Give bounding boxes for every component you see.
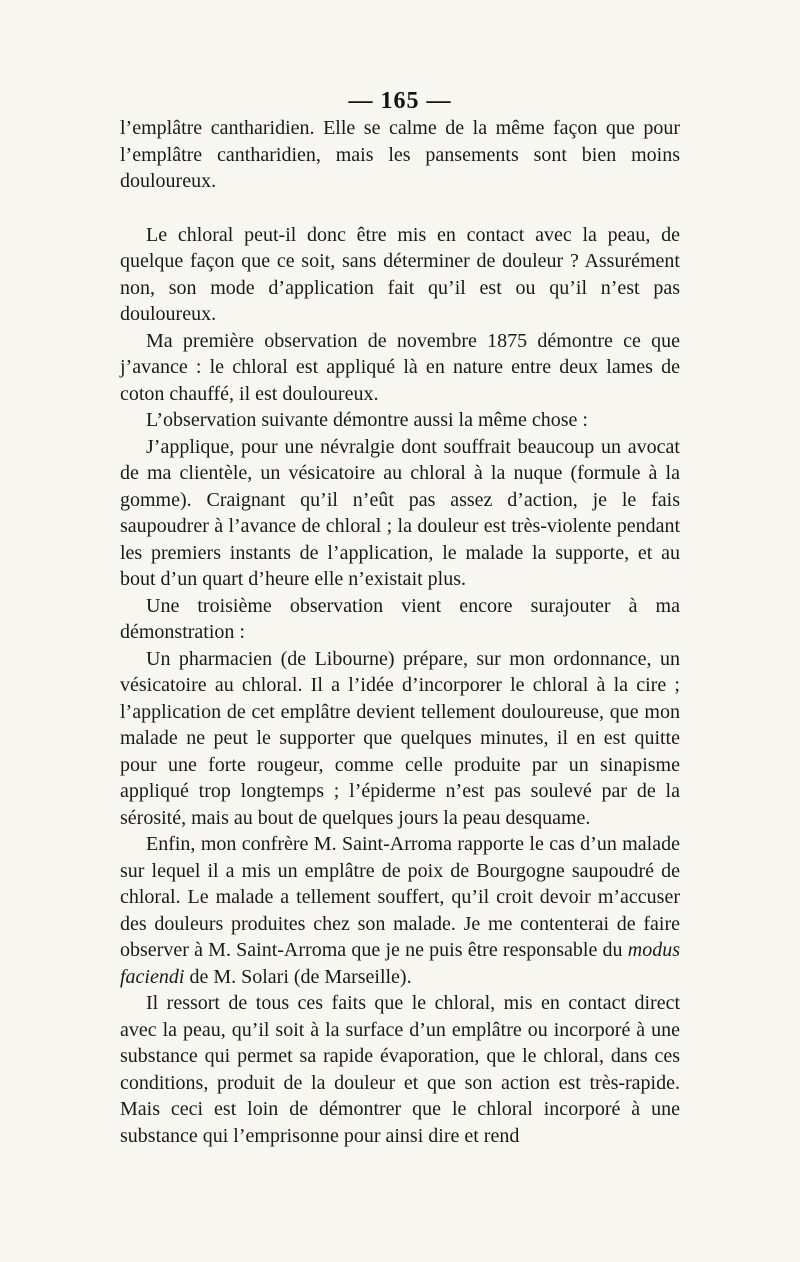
italic-phrase: modus faciendi bbox=[120, 939, 680, 988]
body-text bbox=[120, 115, 680, 1149]
paragraph-text: Un pharmacien (de Libourne) prépare, sur mon ordonnance, un vésicatoire au chloral. Il a l’idée d’incorporer le chloral à la cire ; l’application de cet emplâtre devient tellement douloureuse, que mon malade ne peut le supporter que quelques minutes, il en est quitte pour une forte rougeur, comme celle produite par un sinapisme appliqué trop longtemps ; l’épiderme n’est pas soulevé par de la sérosité, mais au bout de quelques jours la peau desquame. bbox=[120, 647, 680, 829]
paragraph-text: Une troisième observation vient encore surajouter à ma démonstration : bbox=[120, 594, 680, 643]
paragraph-text: l’emplâtre cantharidien. Elle se calme de la même façon que pour l’emplâtre cantharidien, mais les pansements sont bien moins douloureux. bbox=[120, 117, 680, 192]
paragraph bbox=[120, 831, 680, 990]
paragraph-text: J’applique, pour une névralgie dont souffrait beaucoup un avocat de ma clientèle, un vésicatoire au chloral à la nuque (formule à la gomme). Craignant qu’il n’eût pas assez d’action, je le fais saupoudrer à l’avance de chloral ; la douleur est très-violente pendant les premiers instants de l’application, le malade la supporte, et au bout d’un quart d’heure elle n’existait plus. bbox=[120, 435, 680, 590]
paragraph-text: Le chloral peut-il donc être mis en contact avec la peau, de quelque façon que ce soit, sans déterminer de douleur ? Assurément non, son mode d’application fait qu’il est ou qu’il n’est pas douloureux. bbox=[120, 223, 680, 325]
paragraph bbox=[120, 222, 680, 328]
paragraph-text: Ma première observation de novembre 1875 démontre ce que j’avance : le chloral est appliqué là en nature entre deux lames de coton chauffé, il est douloureux. bbox=[120, 329, 680, 405]
page-number: — 165 — bbox=[348, 88, 452, 114]
paragraph bbox=[120, 990, 680, 1149]
paragraph bbox=[120, 407, 680, 434]
paragraph-text: de M. Solari (de Marseille). bbox=[184, 965, 412, 988]
paragraph bbox=[120, 593, 680, 646]
paragraph bbox=[120, 434, 680, 593]
paragraph bbox=[120, 646, 680, 832]
paragraph-text: Enfin, mon confrère M. Saint-Arroma rapporte le cas d’un malade sur lequel il a mis un emplâtre de poix de Bourgogne saupoudré de chloral. Le malade a tellement souffert, qu’il croit devoir m’accuser des douleurs produites chez son malade. Je me contenterai de faire observer à M. Saint-Arroma que je ne puis être responsable du bbox=[120, 833, 680, 961]
paragraph-text: Il ressort de tous ces faits que le chloral, mis en contact direct avec la peau, qu’il soit à la surface d’un emplâtre ou incorporé à une substance qui permet sa rapide évaporation, que le chloral, dans ces conditions, produit de la douleur et que son action est très-rapide. Mais ceci est loin de démontrer que le chloral incorporé à une substance qui l’emprisonne pour ainsi dire et rend bbox=[120, 992, 680, 1147]
paragraph-text: L’observation suivante démontre aussi la même chose : bbox=[146, 409, 588, 431]
paragraph bbox=[120, 115, 680, 195]
paragraph bbox=[120, 328, 680, 408]
